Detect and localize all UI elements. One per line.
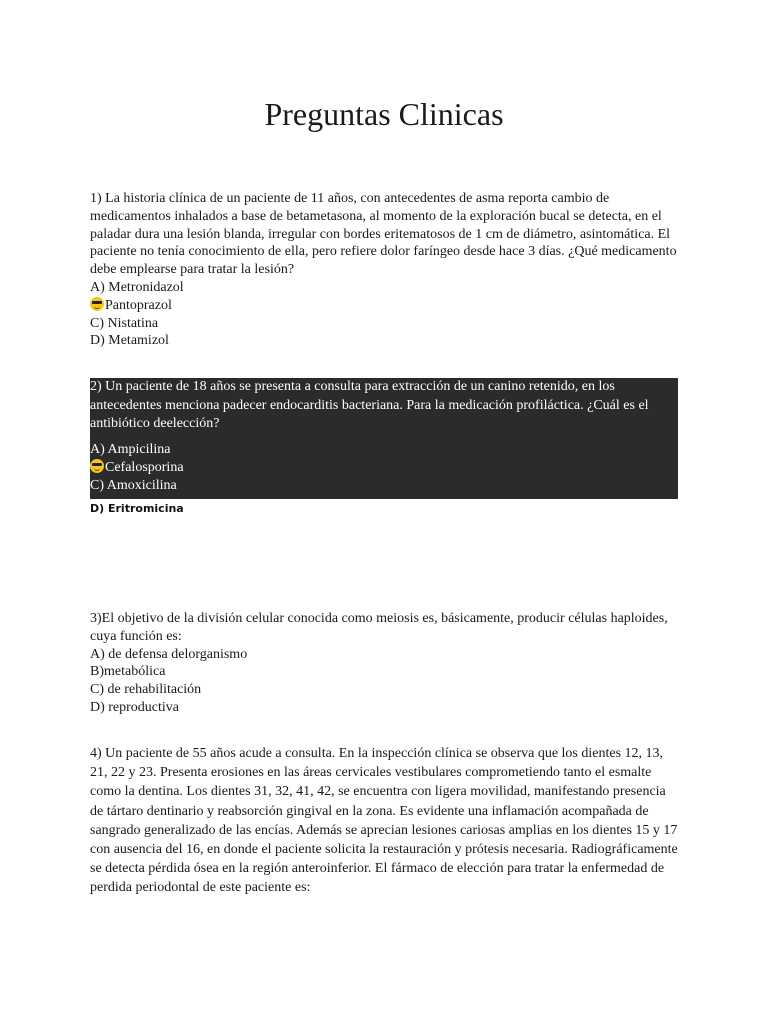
question-1-option-b [90, 297, 678, 315]
question-1-option-c: C) Nistatina [90, 315, 159, 331]
question-4 [90, 744, 678, 898]
question-3-option-d: D) reproductiva [90, 699, 180, 715]
question-2-option-d: D) Eritromicina [90, 502, 184, 515]
question-3 [90, 610, 678, 717]
question-1-option-a: A) Metronidazol [90, 279, 184, 295]
question-3-option-b: B)metabólica [90, 664, 166, 680]
smiling-face-with-sunglasses-icon [90, 297, 104, 311]
page-title: Preguntas Clinicas [264, 96, 504, 132]
question-2-text: 2) Un paciente de 18 años se presenta a consulta para extracción de un canino retenido, en los antecedentes menciona padecer endocarditis bacteriana. Para la medicación profiláctica. ¿Cuál es el antibiótico deelección? [90, 379, 649, 432]
question-2-option-c: C) Amoxicilina [90, 477, 177, 493]
question-4-text: 4) Un paciente de 55 años acude a consulta. En la inspección clínica se observa que los dientes 12, 13, 21, 22 y 23. Presenta erosiones en las áreas cervicales vestibulares comprometiendo tanto el esmalte como la dentina. Los dientes 31, 32, 41, 42, se encuentra con ligera movilidad, manifestando presencia de tártaro dentinario y reabsorción gingival en la zona. Es evidente una inflamación acompañada de sangrado generalizado de las encías. Además se aprecian lesiones cariosas amplias en los dientes 15 y 17 con ausencia del 16, en donde el paciente solicita la restauración y prótesis necesaria. Radiográficamente se detecta pérdida ósea en la región anteroinferior. El fármaco de elección para tratar la enfermedad de perdida periodontal de este paciente es: [90, 746, 678, 896]
smiling-face-with-sunglasses-icon [90, 459, 104, 473]
question-1-option-b-label: Pantoprazol [105, 297, 172, 313]
question-2-highlight [90, 378, 678, 499]
question-2-option-b [90, 459, 678, 477]
question-3-option-c: C) de rehabilitación [90, 682, 202, 698]
question-1-text: 1) La historia clínica de un paciente de 11 años, con antecedentes de asma reporta cambio de medicamentos inhalados a base de betametasona, al momento de la exploración bucal se detecta, en el paladar dura una lesión blanda, irregular con bordes eritematosos de 1 cm de diámetro, asintomática. El paciente no tenía conocimiento de ella, pero refiere dolor faríngeo desde hace 3 días. ¿Qué medicamento debe emplearse para tratar la lesión? [90, 191, 677, 278]
question-1-option-d: D) Metamizol [90, 333, 169, 349]
question-3-option-a: A) de defensa delorganismo [90, 646, 248, 662]
question-1 [90, 190, 678, 350]
question-2-option-b-label: Cefalosporina [105, 459, 184, 475]
question-2-option-a: A) Ampicilina [90, 441, 171, 457]
question-3-text: 3)El objetivo de la división celular conocida como meiosis es, básicamente, producir células haploides, cuya función es: [90, 611, 668, 644]
